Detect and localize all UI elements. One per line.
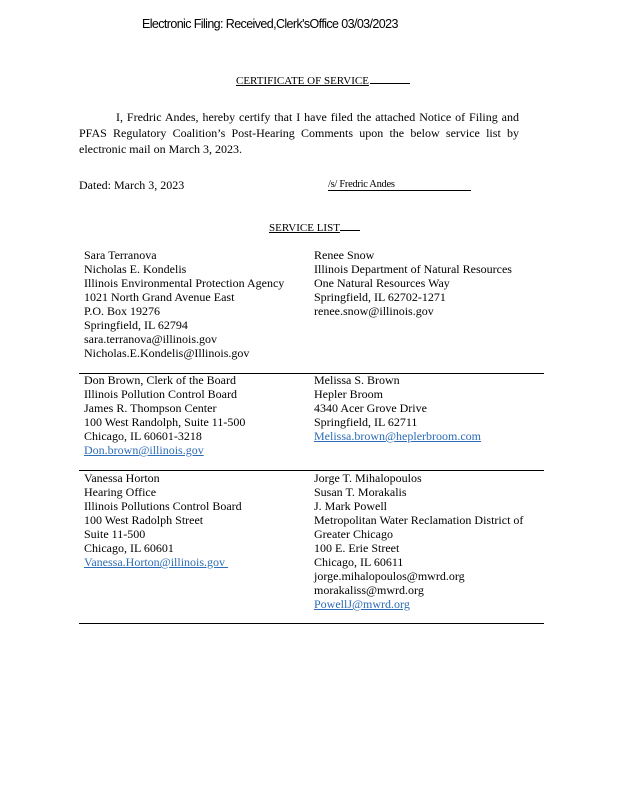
service-entry-right-2 xyxy=(314,373,481,443)
entry-line: Vanessa Horton xyxy=(84,471,160,485)
entry-line: morakaliss@mwrd.org xyxy=(314,583,424,597)
entry-line: P.O. Box 19276 xyxy=(84,304,161,318)
entry-line: Illinois Pollutions Control Board xyxy=(84,499,242,513)
entry-line: Susan T. Morakalis xyxy=(314,485,407,499)
entry-line: Don Brown, Clerk of the Board xyxy=(84,373,236,387)
entry-line: Jorge T. Mihalopoulos xyxy=(314,471,422,485)
entry-line: Greater Chicago xyxy=(314,527,393,541)
entry-line: jorge.mihalopoulos@mwrd.org xyxy=(314,569,465,583)
entry-line: Suite 11-500 xyxy=(84,527,146,541)
dated-line: Dated: March 3, 2023 xyxy=(79,178,185,192)
entry-line: Hearing Office xyxy=(84,485,157,499)
entry-line: One Natural Resources Way xyxy=(314,276,450,290)
title-underline xyxy=(370,73,410,84)
entry-line: Chicago, IL 60611 xyxy=(314,555,404,569)
entry-line: 100 West Randolph, Suite 11-500 xyxy=(84,415,246,429)
entry-line: Chicago, IL 60601 xyxy=(84,541,174,555)
entry-line: J. Mark Powell xyxy=(314,499,387,513)
divider-rule xyxy=(79,623,544,624)
signature-line: /s/ Fredric Andes xyxy=(328,179,471,191)
service-list-title-text: SERVICE LIST xyxy=(269,222,340,234)
service-entry-left-3 xyxy=(84,471,242,569)
entry-line: 100 West Radolph Street xyxy=(84,513,204,527)
entry-line: Springfield, IL 62794 xyxy=(84,318,188,332)
service-entry-right-3 xyxy=(314,471,523,611)
electronic-filing-stamp: Electronic Filing: Received,Clerk'sOffice 03/03/2023 xyxy=(142,17,398,31)
entry-line: Illinois Environmental Protection Agency xyxy=(84,276,285,290)
entry-line: Renee Snow xyxy=(314,248,375,262)
email-link[interactable]: Don.brown@illinois.gov xyxy=(84,443,204,457)
entry-line: James R. Thompson Center xyxy=(84,401,217,415)
service-list-title xyxy=(269,220,360,234)
entry-line: 100 E. Erie Street xyxy=(314,541,400,555)
email-link[interactable]: Melissa.brown@heplerbroom.com xyxy=(314,429,482,443)
entry-line: sara.terranova@illinois.gov xyxy=(84,332,218,346)
entry-line: Springfield, IL 62711 xyxy=(314,415,418,429)
entry-line: 1021 North Grand Avenue East xyxy=(84,290,235,304)
certificate-title xyxy=(236,73,410,87)
service-title-underline xyxy=(340,220,360,231)
entry-line: Melissa S. Brown xyxy=(314,373,400,387)
service-entry-left-1 xyxy=(84,248,284,360)
entry-line: Chicago, IL 60601-3218 xyxy=(84,429,202,443)
certificate-title-text: CERTIFICATE OF SERVICE xyxy=(236,75,369,87)
entry-line: Illinois Pollution Control Board xyxy=(84,387,238,401)
email-link[interactable]: Vanessa.Horton@illinois.gov xyxy=(84,555,229,569)
entry-line: Nicholas.E.Kondelis@Illinois.gov xyxy=(84,346,250,360)
entry-line: Metropolitan Water Reclamation District of xyxy=(314,513,524,527)
entry-line: 4340 Acer Grove Drive xyxy=(314,401,427,415)
entry-line: Sara Terranova xyxy=(84,248,157,262)
service-entry-right-1 xyxy=(314,248,512,318)
service-entry-left-2 xyxy=(84,373,245,457)
certification-paragraph: I, Fredric Andes, hereby certify that I have filed the attached Notice of Filing and PFAS Regulatory Coalition’s Post-Hearing Comments upon the below service list by electronic mail on March 3, 2023. xyxy=(79,110,519,156)
entry-line: renee.snow@illinois.gov xyxy=(314,304,434,318)
entry-line: Illinois Department of Natural Resources xyxy=(314,262,512,276)
entry-line: Nicholas E. Kondelis xyxy=(84,262,187,276)
email-link[interactable]: PowellJ@mwrd.org xyxy=(314,597,410,611)
entry-line: Springfield, IL 62702-1271 xyxy=(314,290,446,304)
entry-line: Hepler Broom xyxy=(314,387,383,401)
